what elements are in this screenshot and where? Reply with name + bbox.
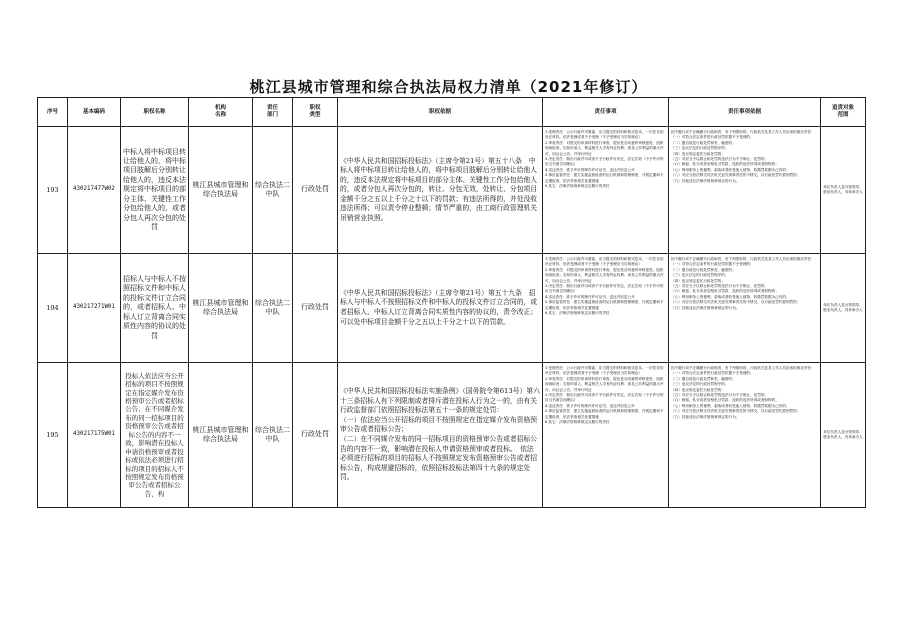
cell-type: 行政处罚	[293, 363, 338, 508]
cell-basis: 《中华人民共和国招标投标法实施条例》（国务院令第613号）第六十三条招标人有下列限制或者排斥潜在投标人行为之一的，由有关行政监督部门依照招标投标法第五十一条的规定处罚： （一）依法应当公开招标的项目不按照规定在指定媒介发布资格预审公告或者招标公告； （二）在不同媒介发布的同一招标项目的资格预审公告或者招标公告的内容不一致，影响潜在投标人申请资格预审或者投标。 依法必须进行招标的项目的招标人不按照规定发布资格预审公告或者招标公告，构成规避招标的，依照招标投标法第四十九条的规定处罚。	[338, 363, 543, 508]
cell-target: 单位负责人及分管领导、股室负责人，具体承办人	[821, 363, 866, 508]
cell-basis: 《中华人民共和国招标投标法》（主席令第21号）第五十九条 招标人与中标人不按照招标文件和中标人的投标文件订立合同的，或者招标人、中标人订立背离合同实质性内容的协议的，责令改正；可以处中标项目金额千分之五以上千分之十以下的罚款。	[338, 254, 543, 363]
cell-type: 行政处罚	[293, 254, 338, 363]
header-name: 职权名称	[121, 98, 189, 127]
cell-target: 单位负责人及分管领导、股室负责人，具体承办人	[821, 127, 866, 254]
cell-org: 桃江县城市管理和综合执法局	[189, 363, 253, 508]
table-row	[38, 127, 866, 254]
cell-code: 430217477W02	[68, 127, 121, 254]
cell-seq: 195	[38, 363, 68, 508]
cell-resp-basis: 因不履行或不正确履行行政职责，有下列情形的，行政机关及其工作人员应承担相应责任： （一）对符合法定条件的行政处罚依据不予受理的； （二）擅自改变行政处罚种类、幅度的； （三）违反法定的行政处罚程序的； （四）违反规定委托行政处罚的； （五）对应当予以制止和处罚的违法行为不予制止、处罚的； （六）截留、私分或者变相私分罚款、没收的违法所得或者财物的； （七）利用职务上的便利，索取或者收受他人财物、收缴罚款据为己有的； （八）对应当依法移交司法机关追究刑事责任的不移交，以行政处罚代替刑罚的； （九）其他违反法律法规规章规定的行为。	[669, 254, 821, 363]
cell-type: 行政处罚	[293, 127, 338, 254]
header-seq: 序号	[38, 98, 68, 127]
header-org: 机构 名称	[189, 98, 253, 127]
cell-name: 投标人依法应当公开招标的项目不按照规定在指定媒介发布资格预审公告或者招标公告；在不同媒介发布的同一招标项目的资格预审公告或者招标公告的内容不一致，影响潜在投标人申请资格预审或者投标或依法必须进行招标的项目的招标人不按照规定发布资格预审公告或者招标公告，构	[121, 363, 189, 508]
header-type: 职权 类型	[293, 98, 338, 127]
cell-resp-basis: 因不履行或不正确履行行政职责，有下列情形的，行政机关及其工作人员应承担相应责任： （一）对符合法定条件的行政处罚依据不予受理的； （二）擅自改变行政处罚种类、幅度的； （三）违反法定的行政处罚程序的； （四）违反规定委托行政处罚的； （五）对应当予以制止和处罚的违法行为不予制止、处罚的； （六）截留、私分或者变相私分罚款、没收的违法所得或者财物的； （七）利用职务上的便利，索取或者收受他人财物、收缴罚款据为己有的； （八）对应当依法移交司法机关追究刑事责任的不移交，以行政处罚代替刑罚的； （九）其他违反法律法规规章规定的行为。	[669, 363, 821, 508]
cell-basis: 《中华人民共和国招标投标法》（主席令第21号）第五十八条 中标人将中标项目转让给他人的，将中标项目肢解后分别转让给他人的，违反本法规定将中标项目的部分主体、关键性工作分包给他人的，或者分包人再次分包的，转让、分包无效，处转让、分包项目金额千分之五以上千分之十以下的罚款；有违法所得的，并处没收违法所得；可以责令停业整顿；情节严重的，由工商行政管理机关吊销营业执照。	[338, 127, 543, 254]
table-row	[38, 363, 866, 508]
power-list-table	[37, 97, 866, 508]
cell-resp: 1.受理责任：公示行政许可要素、应当提交的材料和格式范本，一次性告知补正材料，依法受理或者不予受理（不予受理应当告知理由） 2.审查责任：对提交的申请材料进行审查，提出是否同意的审核意见；组织现场检查；告知申请人、利益相关人享有听证权利；涉及公共利益的重大许可，向社会公告，并举行听证 3.决定责任：做出行政许可或者不予行政许可决定，法定告知（不予许可的应当书面告知理由） 4.送达责任：准予许可的制作许可证书，送达并信息公开 5.事后监管责任：建立实施监督检查的运行机制和管理制度，开展定期和不定期检查，依法采取相关处置措施 6.其它：法律法规规章规定应履行的责任	[543, 254, 669, 363]
cell-resp: 1.受理责任：公示行政许可要素、应当提交的材料和格式范本，一次性告知补正材料，依法受理或者不予受理（不予受理应当告知理由） 2.审查责任：对提交的申请材料进行审查，提出是否同意的审核意见；组织现场检查；告知申请人、利益相关人享有听证权利；涉及公共利益的重大许可，向社会公告，并举行听证 3.决定责任：做出行政许可或者不予行政许可决定，法定告知（不予许可的应当书面告知理由） 4.送达责任：准予许可的制作许可证书，送达并信息公开 5.事后监管责任：建立实施监督检查的运行机制和管理制度，开展定期和不定期检查，依法采取相关处置措施 6.其它：法律法规规章规定应履行的责任	[543, 127, 669, 254]
cell-code: 430217175W01	[68, 363, 121, 508]
cell-code: 430217271W01	[68, 254, 121, 363]
header-dept: 责任 部门	[253, 98, 293, 127]
cell-resp: 1.受理责任：公示行政许可要素、应当提交的材料和格式范本，一次性告知补正材料，依法受理或者不予受理（不予受理应当告知理由） 2.审查责任：对提交的申请材料进行审查，提出是否同意的审核意见；组织现场检查；告知申请人、利益相关人享有听证权利；涉及公共利益的重大许可，向社会公告，并举行听证 3.决定责任：做出行政许可或者不予行政许可决定，法定告知（不予许可的应当书面告知理由） 4.送达责任：准予许可的制作许可证书，送达并信息公开 5.事后监管责任：建立实施监督检查的运行机制和管理制度，开展定期和不定期检查，依法采取相关处置措施 6.其它：法律法规规章规定应履行的责任	[543, 363, 669, 508]
cell-dept: 综合执法二中队	[253, 254, 293, 363]
header-code: 基本编码	[68, 98, 121, 127]
cell-dept: 综合执法二中队	[253, 127, 293, 254]
cell-org: 桃江县城市管理和综合执法局	[189, 127, 253, 254]
cell-target: 单位负责人及分管领导、股室负责人，具体承办人	[821, 254, 866, 363]
header-resp: 责任事项	[543, 98, 669, 127]
header-basis: 职权依据	[338, 98, 543, 127]
cell-name: 中标人将中标项目转让给他人的，将中标项目肢解后分别转让给他人的，违反本法规定将中标项目的部分主体、关键性工作分包给他人的，或者分包人再次分包的处罚	[121, 127, 189, 254]
header-resp-basis: 责任事项依据	[669, 98, 821, 127]
table-row	[38, 254, 866, 363]
table-header-row	[38, 98, 866, 127]
cell-resp-basis: 因不履行或不正确履行行政职责，有下列情形的，行政机关及其工作人员应承担相应责任： （一）对符合法定条件的行政处罚依据不予受理的； （二）擅自改变行政处罚种类、幅度的； （三）违反法定的行政处罚程序的； （四）违反规定委托行政处罚的； （五）对应当予以制止和处罚的违法行为不予制止、处罚的； （六）截留、私分或者变相私分罚款、没收的违法所得或者财物的； （七）利用职务上的便利，索取或者收受他人财物、收缴罚款据为己有的； （八）对应当依法移交司法机关追究刑事责任的不移交，以行政处罚代替刑罚的； （九）其他违反法律法规规章规定的行为。	[669, 127, 821, 254]
page-title: 桃江县城市管理和综合执法局权力清单（2021年修订）	[249, 78, 648, 96]
cell-seq: 193	[38, 127, 68, 254]
cell-org: 桃江县城市管理和综合执法局	[189, 254, 253, 363]
cell-name: 招标人与中标人不按照招标文件和中标人的投标文件订立合同的，或者招标人、中标人订立背离合同实质性内容的协议的处罚	[121, 254, 189, 363]
cell-seq: 194	[38, 254, 68, 363]
cell-dept: 综合执法二中队	[253, 363, 293, 508]
header-target: 追责对象 范围	[821, 98, 866, 127]
